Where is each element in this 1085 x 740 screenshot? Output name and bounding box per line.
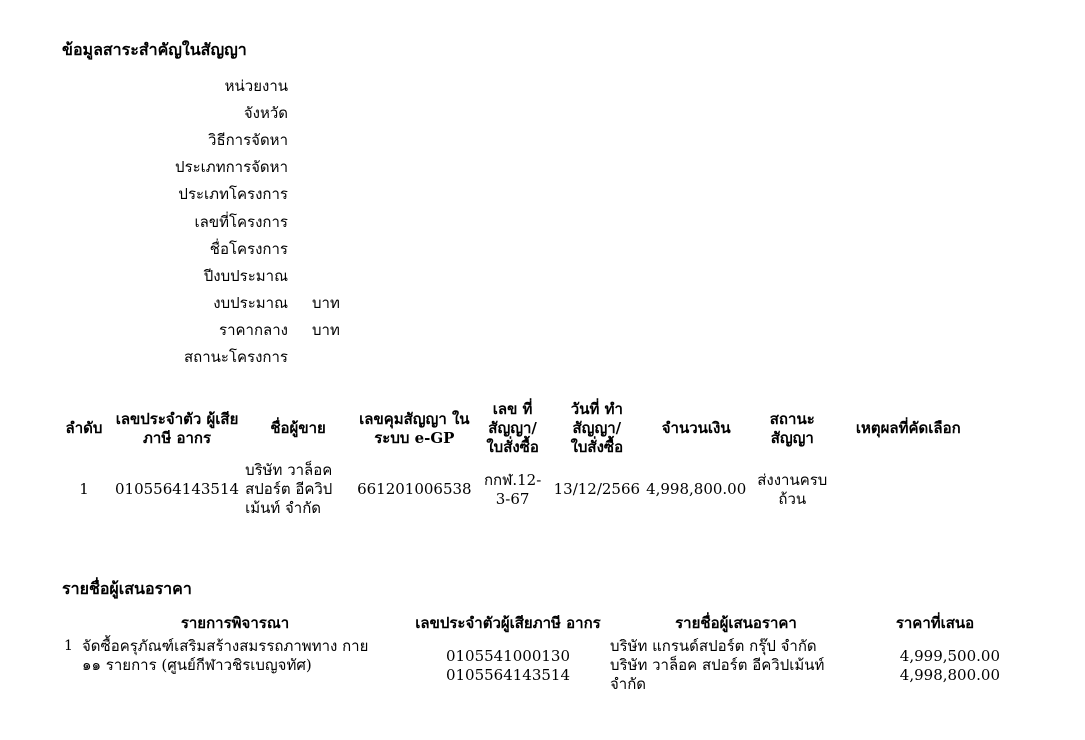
fact-row-project-type (100, 181, 370, 208)
fact-value: บาท (312, 294, 340, 313)
bid-price: 4,999,500.00 (899, 647, 1000, 665)
col-reason: เหตุผลที่คัดเลือก (855, 419, 961, 437)
item-description: จัดซื้อครุภัณฑ์เสริมสร้างสมรรถภาพทาง กาย ๑๑ รายการ (ศูนย์กีฬาวชิรเบญจทัศ) (82, 637, 369, 674)
cell-seller: บริษัท วาล็อค สปอร์ต อีควิป เม้นท์ จำกัด (245, 461, 333, 517)
cell-seq: 1 (79, 480, 89, 498)
col-contract-no: เลข ที่สัญญา/ ใบสั่งซื้อ (486, 400, 539, 456)
fact-label: วิธีการจัดหา (208, 130, 288, 149)
bid-price: 4,998,800.00 (899, 666, 1000, 684)
col-bidder-taxid: เลขประจำตัวผู้เสียภาษี อากร (415, 614, 601, 632)
fact-row-procurement-method (100, 126, 370, 153)
col-item: รายการพิจารณา (180, 614, 290, 632)
contract-table-header (56, 398, 981, 459)
fact-label: งบประมาณ (213, 294, 288, 313)
cell-contract-date: 13/12/2566 (553, 480, 641, 498)
bidder-name: บริษัท วาล็อค สปอร์ต อีควิปเม้นท์ จำกัด (610, 656, 825, 693)
bidder-taxid: 0105564143514 (445, 666, 571, 684)
fact-label: ราคากลาง (219, 321, 288, 340)
bidder-taxid: 0105541000130 (445, 647, 571, 665)
fact-row-province (100, 99, 370, 126)
fact-row-budget (100, 290, 370, 317)
col-bidder-name: รายชื่อผู้เสนอราคา (675, 614, 797, 632)
table-row (60, 635, 1004, 696)
fact-label: จังหวัด (243, 103, 288, 122)
fact-label: หน่วยงาน (224, 76, 288, 95)
section-title-bidders: รายชื่อผู้เสนอราคา (62, 579, 192, 598)
fact-label: ปีงบประมาณ (203, 266, 288, 285)
cell-contract-no: กกฬ.12-3-67 (483, 470, 542, 508)
cell-amount: 4,998,800.00 (646, 480, 747, 498)
fact-row-project-status (100, 344, 370, 371)
col-bid-price: ราคาที่เสนอ (895, 614, 975, 632)
row-number: 1 (64, 638, 73, 654)
bidder-name: บริษัท แกรนด์สปอร์ต กรุ๊ป จำกัด (610, 637, 817, 655)
cell-bid-prices (866, 635, 1004, 696)
fact-label: ประเภทโครงการ (178, 185, 288, 204)
col-status: สถานะ สัญญา (769, 409, 815, 447)
cell-taxid: 0105564143514 (115, 480, 240, 498)
cell-status: ส่งงานครบถ้วน (757, 470, 828, 508)
cell-egp: 661201006538 (357, 480, 472, 498)
cell-reason (835, 459, 981, 520)
col-seq: ลำดับ (65, 419, 103, 437)
bidder-table (60, 612, 1004, 696)
col-seller: ชื่อผู้ขาย (270, 419, 326, 437)
col-egp: เลขคุมสัญญา ในระบบ e-GP (359, 409, 470, 447)
contract-table (56, 398, 981, 520)
fact-row-procurement-type (100, 154, 370, 181)
col-taxid: เลขประจำตัว ผู้เสียภาษี อากร (115, 409, 239, 447)
key-facts-list (100, 72, 370, 371)
fact-label: ประเภทการจัดหา (175, 158, 288, 177)
table-row (56, 459, 981, 520)
fact-row-reference-price (100, 317, 370, 344)
fact-value: บาท (312, 321, 340, 340)
fact-row-agency (100, 72, 370, 99)
fact-row-project-name (100, 235, 370, 262)
fact-row-fiscal-year (100, 262, 370, 289)
bidder-table-header (60, 612, 1004, 635)
section-title-key-info: ข้อมูลสาระสำคัญในสัญญา (62, 40, 247, 59)
cell-bidder-taxids (410, 635, 606, 696)
cell-bidder-names (606, 635, 866, 696)
fact-row-project-number (100, 208, 370, 235)
fact-label: ชื่อโครงการ (209, 239, 288, 258)
cell-item (60, 635, 410, 696)
col-contract-date: วันที่ ทำสัญญา/ ใบสั่งซื้อ (570, 400, 624, 456)
col-amount: จำนวนเงิน (661, 419, 731, 437)
fact-label: เลขที่โครงการ (194, 212, 288, 231)
fact-label: สถานะโครงการ (183, 348, 288, 367)
